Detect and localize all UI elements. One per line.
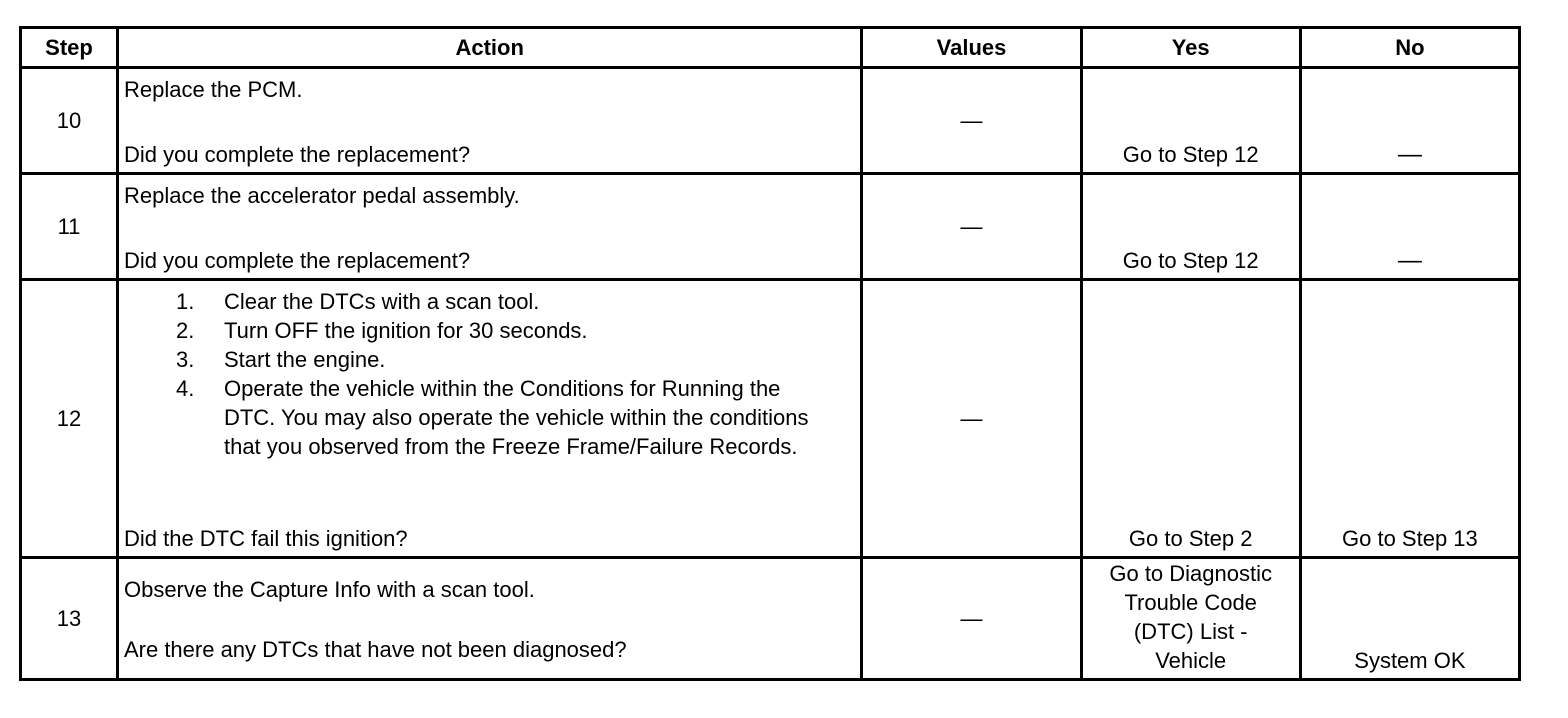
list-item [176, 316, 830, 345]
values-cell: — [862, 558, 1081, 680]
yes-result: Go to Step 12 [1122, 248, 1259, 273]
list-number: 2. [175, 318, 195, 343]
yes-result: Go to Step 2 [1128, 526, 1253, 551]
list-text: Start the engine. [223, 347, 386, 372]
action-cell [117, 280, 861, 558]
list-number: 3. [175, 347, 195, 372]
no-result: System OK [1354, 648, 1466, 673]
step-number: 13 [21, 558, 118, 680]
list-text: Turn OFF the ignition for 30 seconds. [223, 318, 588, 343]
list-number: 1. [175, 289, 195, 314]
list-item [176, 345, 830, 374]
action-instruction: Replace the accelerator pedal assembly. [123, 183, 520, 208]
table-row [21, 280, 1520, 558]
no-cell [1300, 174, 1519, 280]
action-cell [117, 68, 861, 174]
no-cell [1300, 68, 1519, 174]
list-item [176, 374, 830, 461]
yes-cell [1081, 174, 1300, 280]
yes-result-line: Trouble Code [1124, 590, 1257, 615]
values-cell: — [862, 280, 1081, 558]
step-number: 11 [21, 174, 118, 280]
yes-cell [1081, 280, 1300, 558]
no-result: — [1397, 247, 1422, 274]
action-question: Are there any DTCs that have not been diagnosed? [123, 637, 627, 662]
step-number: 10 [21, 68, 118, 174]
values-cell: — [862, 174, 1081, 280]
diagnostic-table [19, 26, 1521, 681]
action-question: Did the DTC fail this ignition? [123, 526, 408, 551]
yes-result-line: (DTC) List - [1133, 619, 1248, 644]
yes-cell [1081, 68, 1300, 174]
header-no: No [1300, 28, 1519, 68]
table-row [21, 68, 1520, 174]
action-steps-list [176, 287, 830, 461]
list-item [176, 287, 830, 316]
list-text: Operate the vehicle within the Conditions for Running the DTC. You may also operate the vehicle within the conditions that you observed from the Freeze Frame/Failure Records. [223, 376, 809, 459]
action-cell [117, 558, 861, 680]
action-question: Did you complete the replacement? [123, 142, 471, 167]
table-row [21, 558, 1520, 680]
no-result: Go to Step 13 [1342, 526, 1478, 551]
yes-result: Go to Step 12 [1122, 142, 1259, 167]
list-text: Clear the DTCs with a scan tool. [223, 289, 540, 314]
list-number: 4. [175, 376, 195, 401]
no-cell [1300, 558, 1519, 680]
values-cell: — [862, 68, 1081, 174]
action-instruction: Observe the Capture Info with a scan tool. [123, 577, 535, 602]
header-yes: Yes [1081, 28, 1300, 68]
no-cell [1300, 280, 1519, 558]
header-values: Values [862, 28, 1081, 68]
header-action: Action [117, 28, 861, 68]
yes-result [1083, 559, 1299, 675]
table-row [21, 174, 1520, 280]
yes-result-line: Go to Diagnostic [1109, 561, 1272, 586]
yes-result-line: Vehicle [1155, 648, 1227, 673]
action-question: Did you complete the replacement? [123, 248, 471, 273]
header-row [21, 28, 1520, 68]
yes-cell [1081, 558, 1300, 680]
step-number: 12 [21, 280, 118, 558]
action-cell [117, 174, 861, 280]
no-result: — [1397, 141, 1422, 168]
action-instruction: Replace the PCM. [123, 77, 303, 102]
header-step: Step [21, 28, 118, 68]
